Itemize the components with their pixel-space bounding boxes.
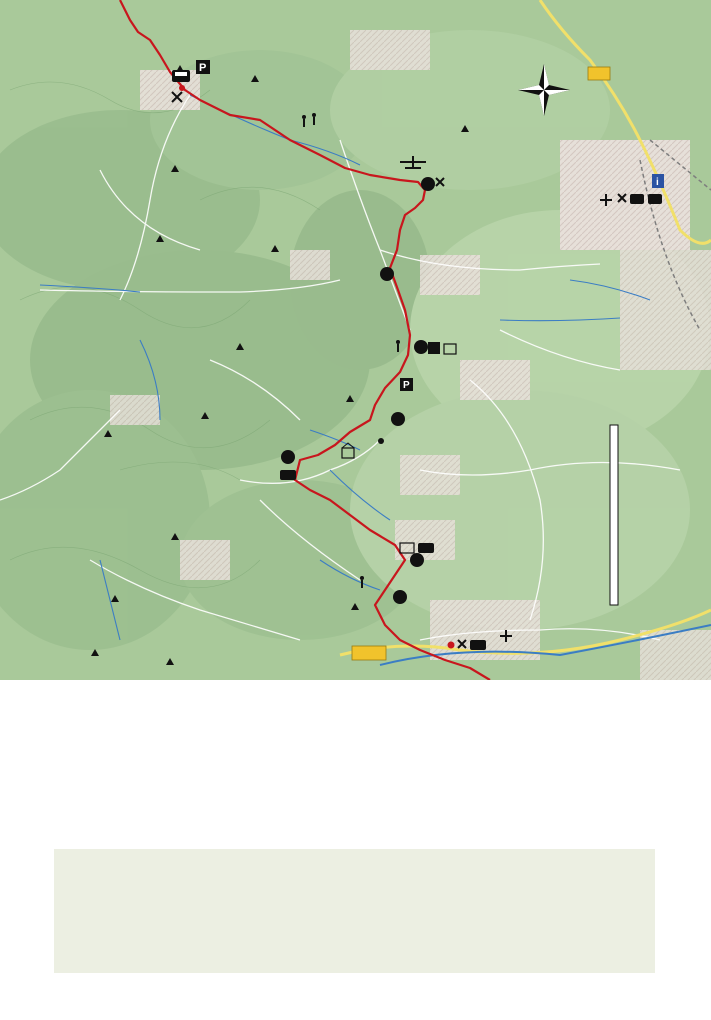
svg-text:i: i xyxy=(656,177,659,188)
road-shield-b275 xyxy=(352,646,386,660)
info-icon xyxy=(652,174,664,188)
parking-icon xyxy=(196,60,210,74)
waypoint-2 xyxy=(410,553,424,567)
waypoint-6 xyxy=(380,267,394,281)
svg-text:P: P xyxy=(403,380,410,391)
route-start-dot xyxy=(179,85,185,91)
info-box xyxy=(54,849,655,973)
bus-icon xyxy=(172,70,190,82)
waypoint-1 xyxy=(393,590,407,604)
parking-icon-hausberg xyxy=(400,378,413,391)
route-end-dot xyxy=(448,642,455,649)
waypoint-4 xyxy=(391,412,405,426)
waypoint-3 xyxy=(281,450,295,464)
relief-shading xyxy=(0,30,710,650)
waypoint-5 xyxy=(414,340,428,354)
bus-icon-hubertus xyxy=(280,470,296,480)
lochmuehle-dot xyxy=(378,438,384,444)
scale-bar xyxy=(610,425,618,605)
waypoint-7 xyxy=(421,177,435,191)
svg-text:P: P xyxy=(199,62,207,74)
road-shield-b3 xyxy=(588,67,610,80)
